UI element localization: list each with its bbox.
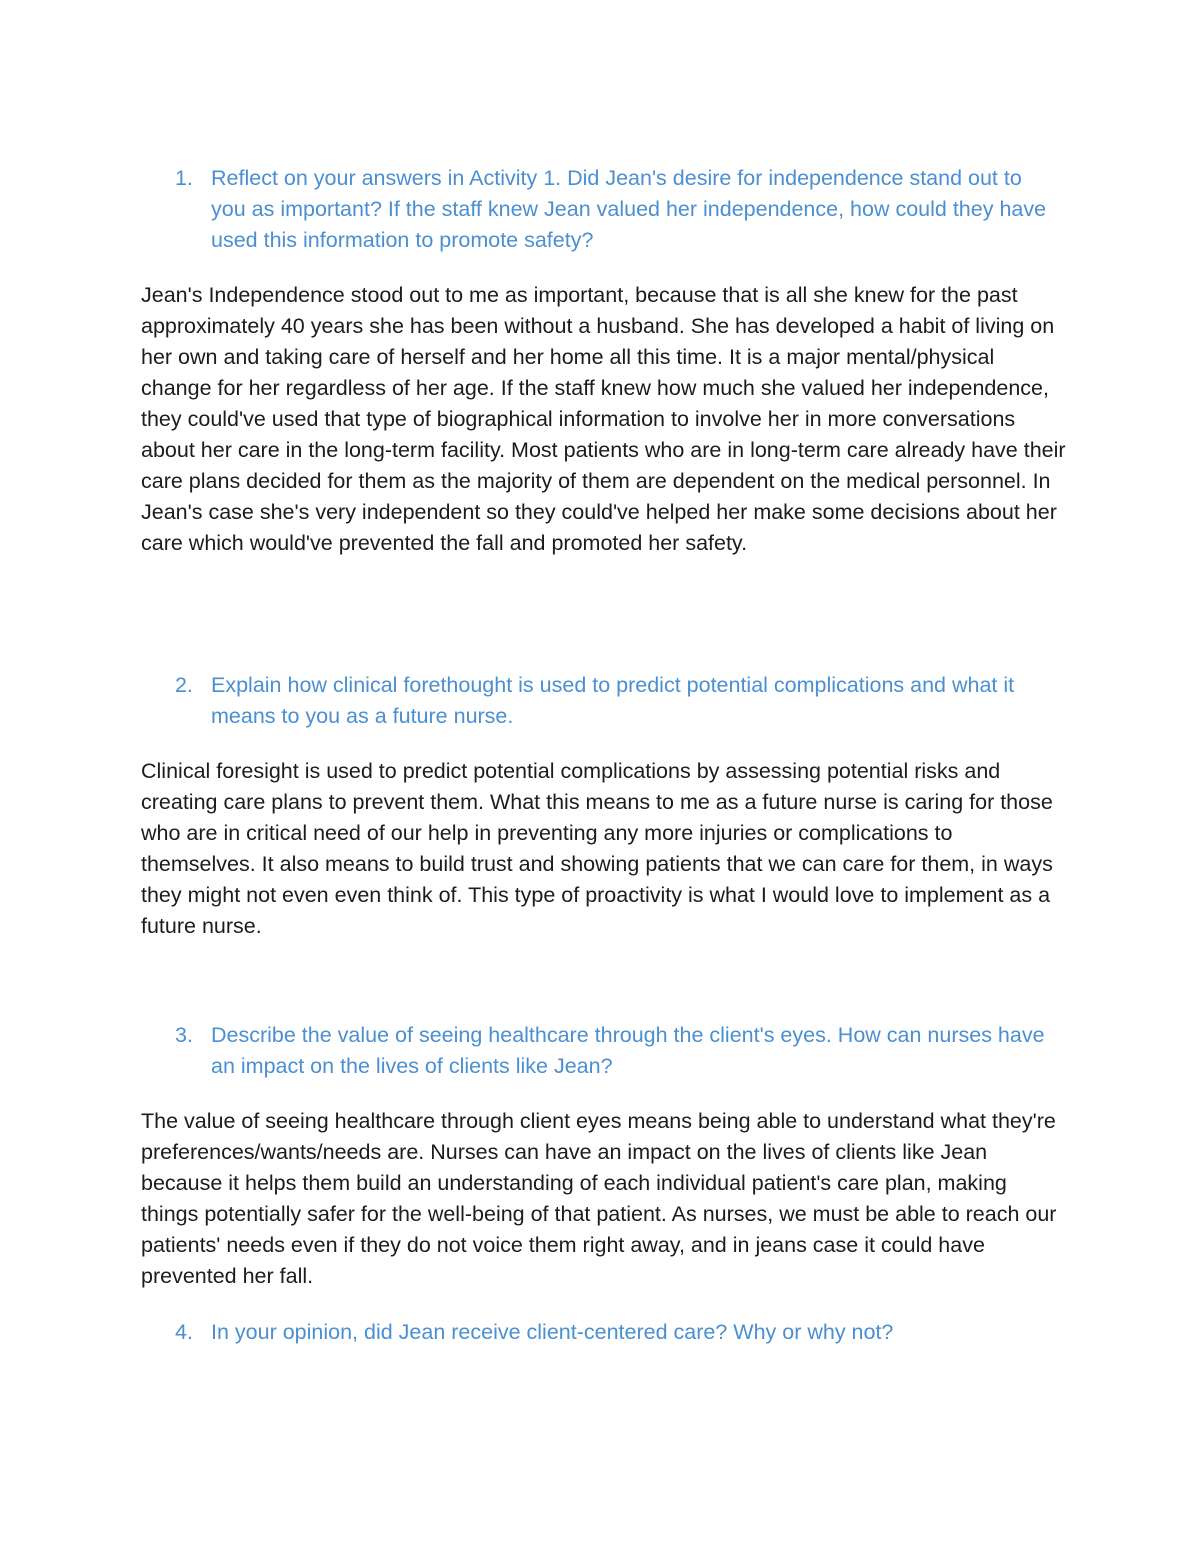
question-2 (175, 670, 1055, 732)
question-number: 3. (175, 1023, 193, 1047)
question-1 (175, 163, 1055, 256)
answer-2 (141, 756, 1066, 942)
question-text: In your opinion, did Jean receive client-centered care? Why or why not? (211, 1320, 894, 1344)
answer-text: Clinical foresight is used to predict potential complications by assessing potential risks and creating care plans to prevent them. What this means to me as a future nurse is caring for those who are in critical need of our help in preventing any more injuries or complications to themselves. It also means to build trust and showing patients that we can care for them, in ways they might not even even think of. This type of proactivity is what I would love to implement as a future nurse. (141, 759, 1053, 938)
answer-text: Jean's Independence stood out to me as important, because that is all she knew for the past approximately 40 years she has been without a husband. She has developed a habit of living on her own and taking care of herself and her home all this time. It is a major mental/physical change for her regardless of her age. If the staff knew how much she valued her independence, they could've used that type of biographical information to involve her in more conversations about her care in the long-term facility. Most patients who are in long-term care already have their care plans decided for them as the majority of them are dependent on the medical personnel. In Jean's case she's very independent so they could've helped her make some decisions about her care which would've prevented the fall and promoted her safety. (141, 283, 1066, 555)
question-text: Explain how clinical forethought is used to predict potential complications and what it means to you as a future nurse. (211, 673, 1015, 728)
answer-1 (141, 280, 1066, 559)
question-3 (175, 1020, 1055, 1082)
question-number: 2. (175, 673, 193, 697)
question-4 (175, 1317, 1055, 1348)
answer-3 (141, 1106, 1066, 1292)
answer-text: The value of seeing healthcare through client eyes means being able to understand what they're preferences/wants/needs are. Nurses can have an impact on the lives of clients like Jean because it helps them build an understanding of each individual patient's care plan, making things potentially safer for the well-being of that patient. As nurses, we must be able to reach our patients' needs even if they do not voice them right away, and in jeans case it could have prevented her fall. (141, 1109, 1057, 1288)
question-text: Describe the value of seeing healthcare through the client's eyes. How can nurses have an impact on the lives of clients like Jean? (211, 1023, 1045, 1078)
question-number: 4. (175, 1320, 193, 1344)
question-number: 1. (175, 166, 193, 190)
question-text: Reflect on your answers in Activity 1. Did Jean's desire for independence stand out to you as important? If the staff knew Jean valued her independence, how could they have used this information to promote safety? (211, 166, 1047, 252)
